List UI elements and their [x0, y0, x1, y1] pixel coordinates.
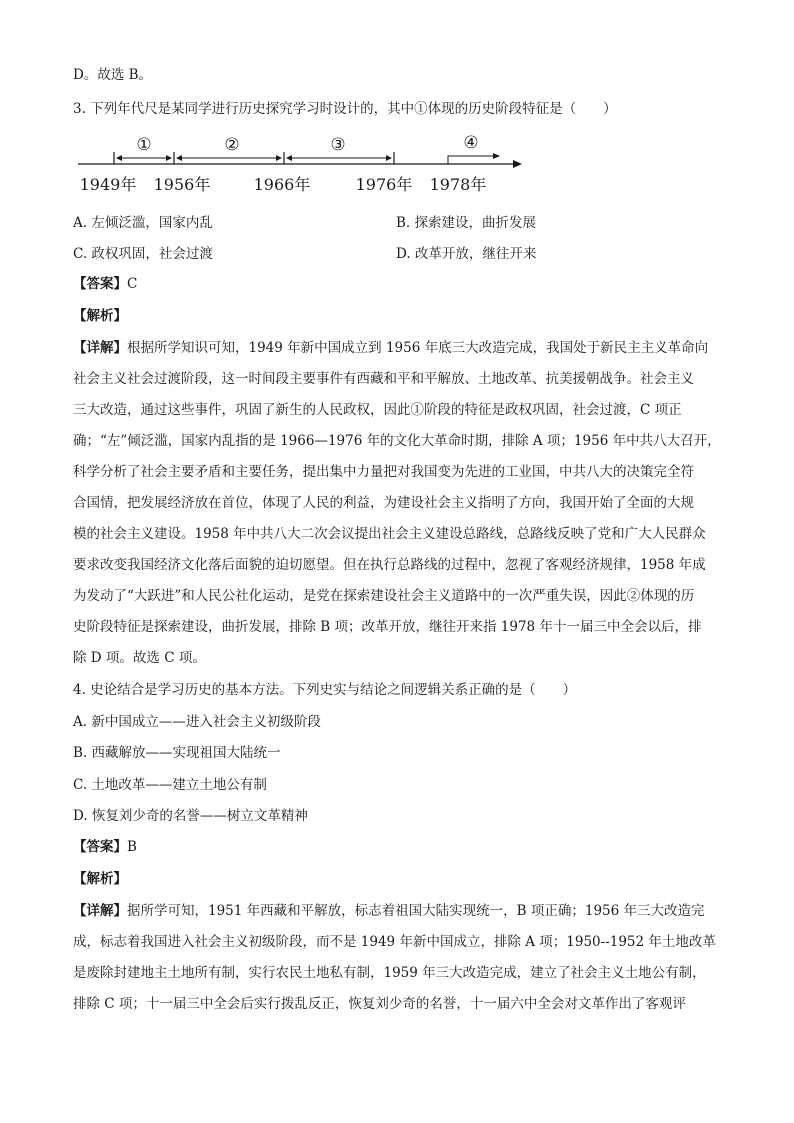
- segment-4-label: ④: [463, 133, 479, 153]
- detail-tag: 【详解】: [73, 903, 127, 919]
- answer-value: B: [127, 839, 137, 855]
- timeline-diagram: [76, 128, 526, 200]
- question-3-detail-line: 为发动了“大跃进”和人民公社化运动，是党在探索建设社会主义道路中的一次严重失误，因此②体现的历: [73, 588, 695, 604]
- question-3-detail-line: 科学分析了社会主要矛盾和主要任务，提出集中力量把对我国变为先进的工业国，中共八大的决策完全符: [73, 464, 694, 480]
- question-3-option-d: D. 改革开放，继往开来: [396, 246, 537, 262]
- question-4-option-b: B. 西藏解放——实现祖国大陆统一: [73, 745, 281, 761]
- year-label-1976: 1976年: [355, 175, 413, 194]
- question-3-analysis-tag: [73, 307, 723, 325]
- segment-1-arrowhead-right: [166, 155, 172, 161]
- question-3-detail-line: 合国情，把发展经济放在首位，体现了人民的利益，为建设社会主义指明了方向，我国开始了全面的大规: [73, 495, 694, 511]
- segment-3-label: ③: [330, 135, 346, 155]
- segment-1-arrowhead-left: [116, 155, 122, 161]
- question-4-detail-line: 排除 C 项；十一届三中全会后实行拨乱反正，恢复刘少奇的名誉，十一届六中全会对文革作出了客观评: [73, 996, 686, 1012]
- answer-tag: 【答案】: [73, 839, 127, 855]
- segment-3-arrowhead-left: [286, 155, 292, 161]
- question-3-option-b: B. 探索建设，曲折发展: [396, 215, 537, 231]
- question-3-detail-line: 要求改变我国经济文化落后面貌的迫切愿望。但在执行总路线的过程中，忽视了客观经济规律，1958 年成: [73, 557, 706, 573]
- question-4-option-a: A. 新中国成立——进入社会主义初级阶段: [73, 714, 321, 730]
- question-3-option-a: A. 左倾泛滥，国家内乱: [73, 215, 213, 231]
- question-3-detail-line: 模的社会主义建设。1958 年中共八大二次会议提出社会主义建设总路线，总路线反映了党和广大人民群众: [73, 526, 706, 542]
- detail-text: 根据所学知识可知，1949 年新中国成立到 1956 年底三大改造完成，我国处于新民主主义革命向: [127, 340, 709, 356]
- question-3-detail-line: [73, 339, 723, 357]
- question-4-detail-line: 是废除封建地主土地所有制，实行农民土地私有制，1959 年三大改造完成，建立了社会主义土地公有制，: [73, 965, 706, 981]
- segment-2-arrowhead-right: [276, 155, 282, 161]
- segment-1-label: ①: [136, 135, 152, 155]
- segment-4-arrow: [448, 156, 494, 164]
- question-3-detail-line: 史阶段特征是探索建设，曲折发展，排除 B 项；改革开放，继往开来指 1978 年十一届三中全会以后，排: [73, 619, 702, 635]
- question-3-option-c: C. 政权巩固，社会过渡: [73, 246, 213, 262]
- timeline-axis-arrowhead: [513, 160, 522, 168]
- question-3-detail-line: 社会主义社会过渡阶段，这一时间段主要事件有西藏和平和平解放、土地改革、抗美援朝战争。社会主义: [73, 371, 694, 387]
- question-3-answer: [73, 275, 723, 293]
- analysis-tag: 【解析】: [73, 871, 127, 887]
- segment-2-arrowhead-left: [176, 155, 182, 161]
- previous-answer-end: D。故选 B。: [73, 67, 153, 83]
- detail-text: 据所学可知，1951 年西藏和平解放，标志着祖国大陆实现统一，B 项正确；1956 年三大改造完: [127, 903, 705, 919]
- year-label-1978: 1978年: [429, 175, 487, 194]
- question-3-stem: 3. 下列年代尺是某同学进行历史探究学习时设计的，其中①体现的历史阶段特征是（ ）: [73, 101, 617, 117]
- answer-value: C: [127, 276, 138, 292]
- question-4-detail-line: 成，标志着我国进入社会主义初级阶段，而不是 1949 年新中国成立，排除 A 项；1950--1952 年土地改革: [73, 934, 716, 950]
- year-label-1966: 1966年: [253, 175, 311, 194]
- segment-3-arrowhead-right: [386, 155, 392, 161]
- segment-4-arrowhead: [493, 153, 500, 159]
- question-3-detail-line: 除 D 项。故选 C 项。: [73, 650, 206, 666]
- analysis-tag: 【解析】: [73, 308, 127, 324]
- year-label-1949: 1949年: [79, 175, 137, 194]
- question-4-answer: [73, 838, 723, 856]
- question-4-analysis-tag: [73, 870, 723, 888]
- question-4-option-d: D. 恢复刘少奇的名誉——树立文革精神: [73, 808, 308, 824]
- question-4-option-c: C. 土地改革——建立土地公有制: [73, 777, 267, 793]
- question-4-detail-line: [73, 902, 723, 920]
- question-3-detail-line: 三大改造，通过这些事件，巩固了新生的人民政权，因此①阶段的特征是政权巩固，社会过渡，C 项正: [73, 402, 682, 418]
- detail-tag: 【详解】: [73, 340, 127, 356]
- segment-2-label: ②: [224, 135, 240, 155]
- question-3-detail-line: 确；“左”倾泛滥，国家内乱指的是 1966—1976 年的文化大革命时期，排除 A 项；1956 年中共八大召开，: [73, 433, 721, 449]
- answer-tag: 【答案】: [73, 276, 127, 292]
- question-4-stem: 4. 史论结合是学习历史的基本方法。下列史实与结论之间逻辑关系正确的是（ ）: [73, 682, 577, 698]
- year-label-1956: 1956年: [153, 175, 211, 194]
